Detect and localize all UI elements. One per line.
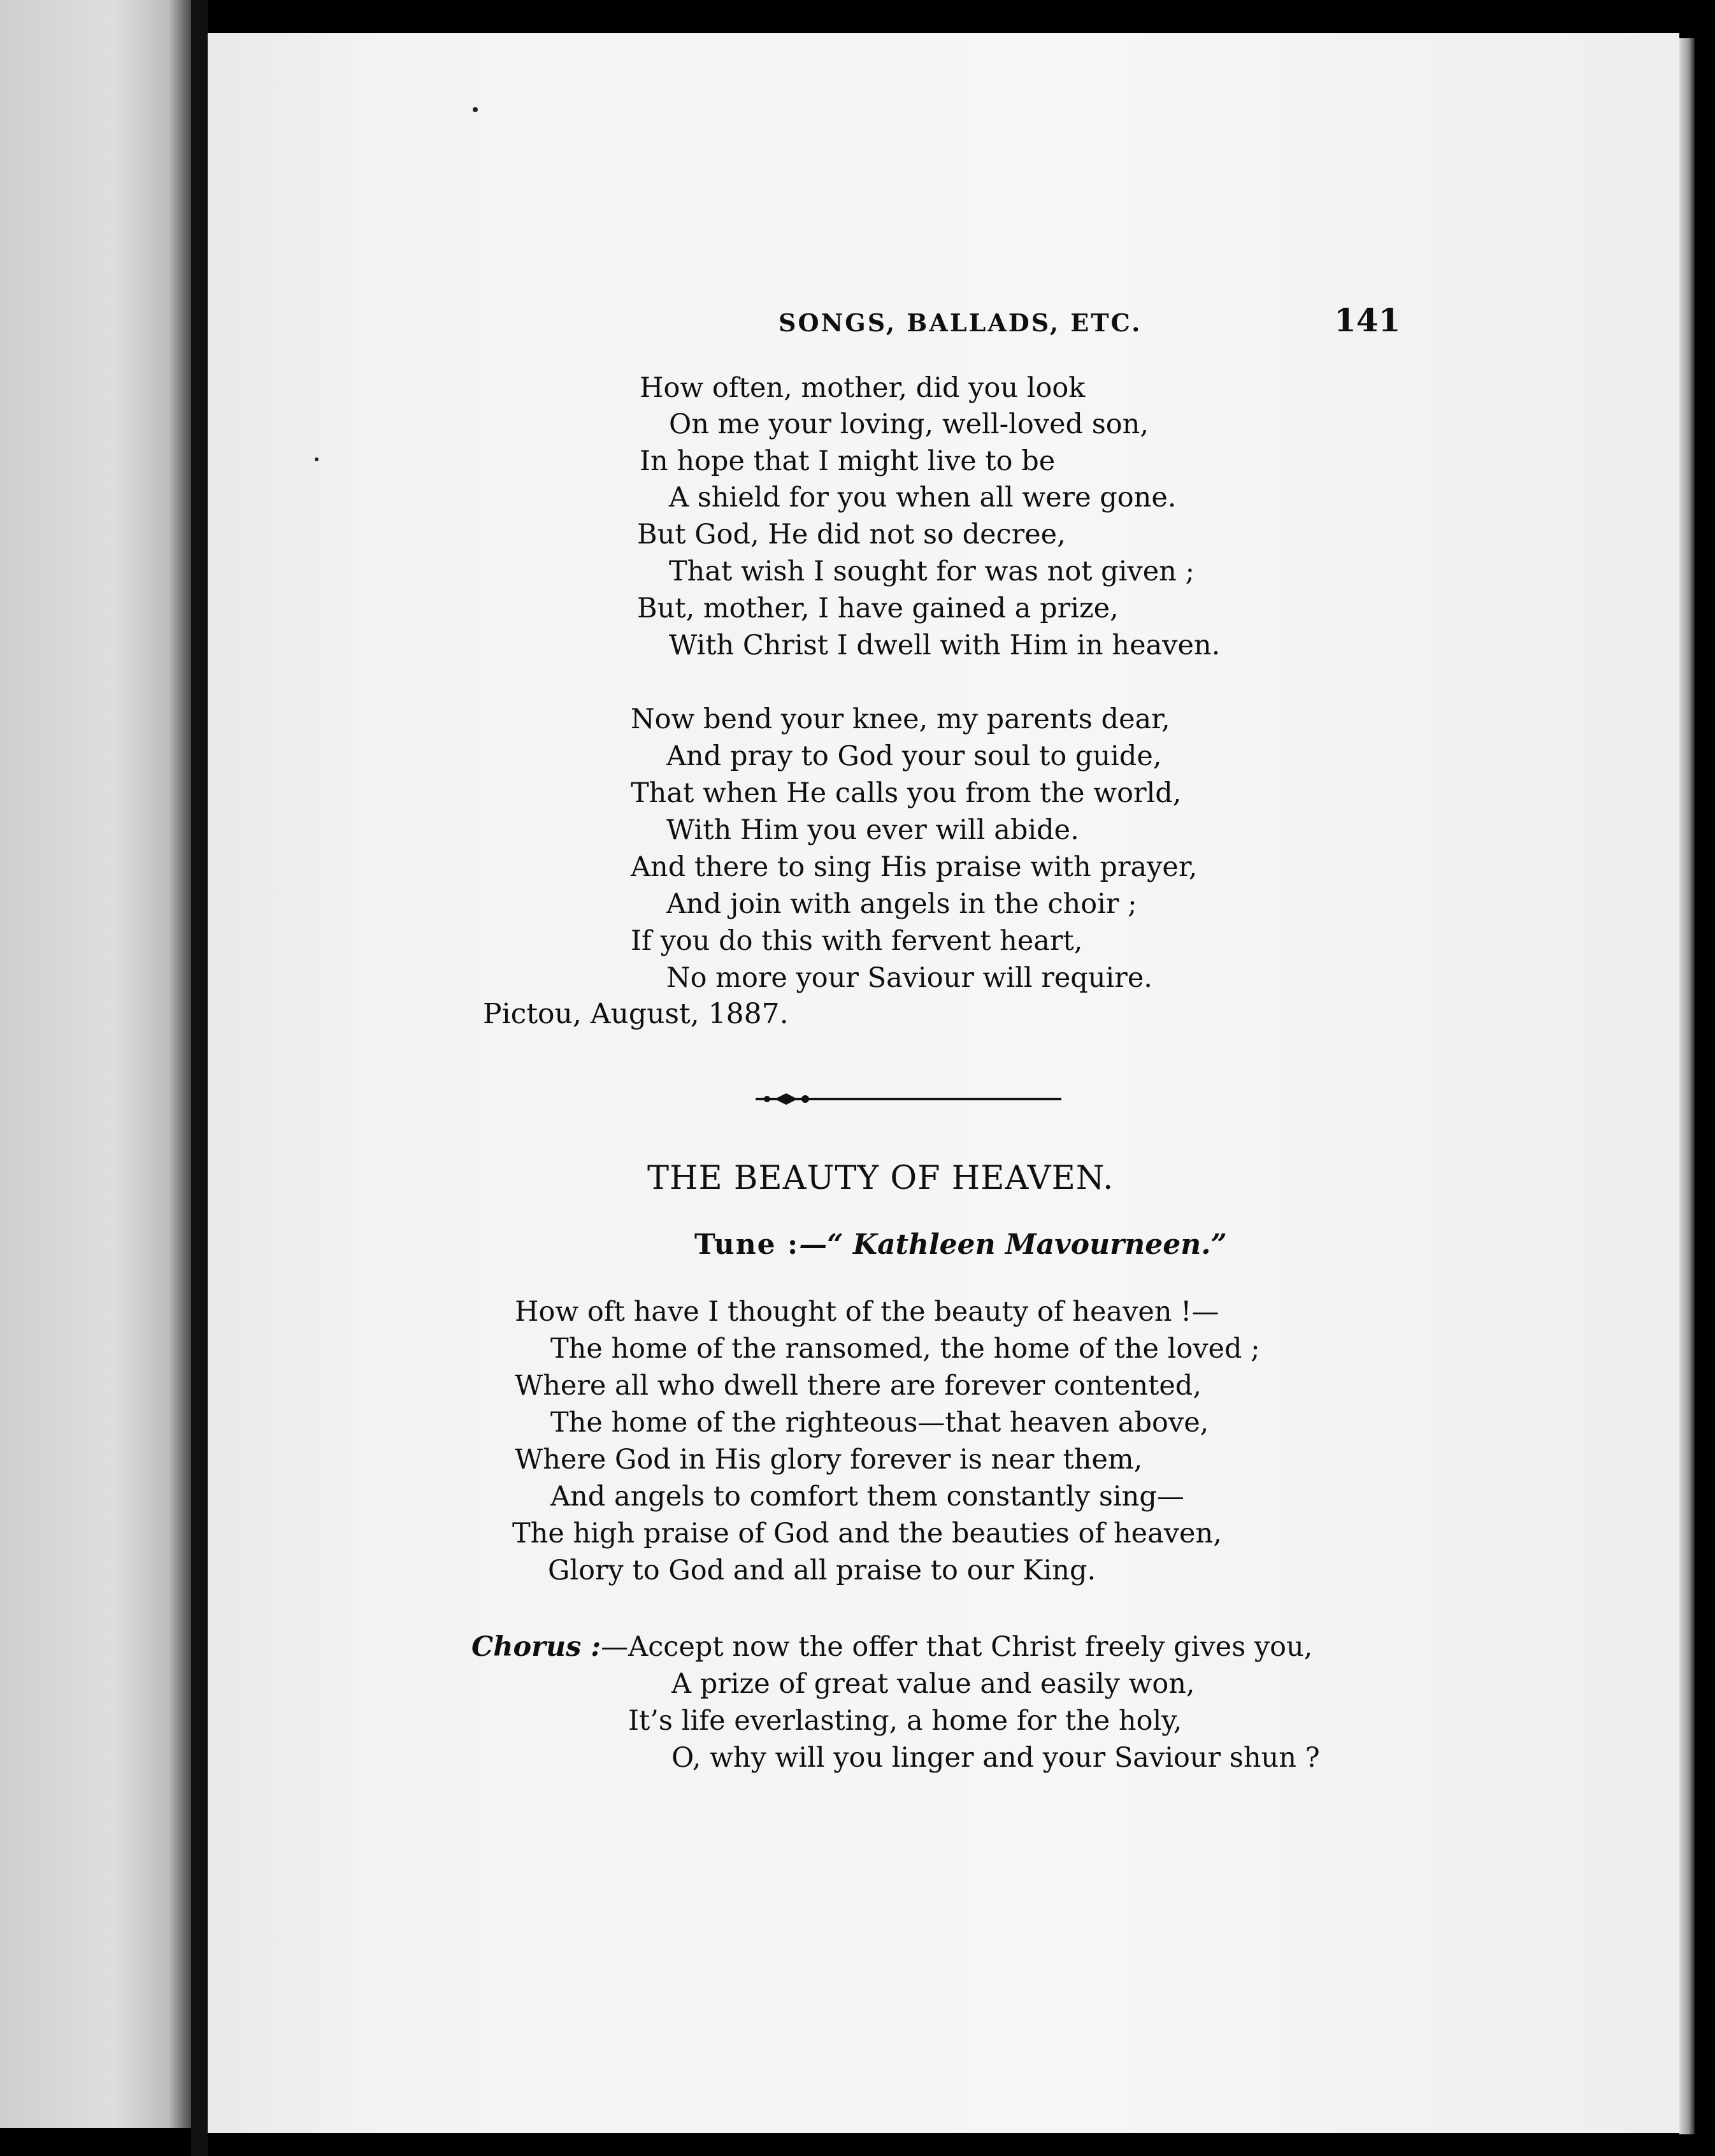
- verse-line: And pray to God your soul to guide,: [666, 740, 1162, 772]
- running-head: SONGS, BALLADS, ETC.: [779, 308, 1142, 337]
- place-and-date: Pictou, August, 1887.: [483, 998, 789, 1030]
- page-edge-shadow: [1679, 38, 1695, 2134]
- verse-line: A prize of great value and easily won,: [671, 1668, 1195, 1700]
- verse-line: And angels to comfort them constantly sing—: [550, 1481, 1184, 1513]
- tune-line: [694, 1228, 1227, 1261]
- verse-line: But God, He did not so decree,: [637, 519, 1066, 550]
- verse-line: Now bend your knee, my parents dear,: [631, 703, 1170, 735]
- print-speck: [315, 457, 319, 461]
- verse-line: That when He calls you from the world,: [631, 777, 1182, 809]
- verse-line: And join with angels in the choir ;: [666, 888, 1137, 920]
- verse-line: If you do this with fervent heart,: [631, 925, 1083, 957]
- tune-name: —“ Kathleen Mavourneen.”: [799, 1228, 1227, 1261]
- verse-line: How often, mother, did you look: [640, 372, 1086, 404]
- verse-line: And there to sing His praise with prayer,: [631, 851, 1198, 883]
- verse-line: A shield for you when all were gone.: [669, 482, 1177, 514]
- verse-line: —Accept now the offer that Christ freely gives you,: [601, 1631, 1313, 1663]
- page-number: 141: [1334, 301, 1401, 339]
- verse-line: Where all who dwell there are forever contented,: [515, 1370, 1202, 1402]
- verse-line: On me your loving, well-loved son,: [669, 408, 1149, 440]
- verse-line: That wish I sought for was not given ;: [669, 556, 1195, 587]
- verse-line: The home of the righteous—that heaven above,: [550, 1407, 1209, 1439]
- verse-line: Glory to God and all praise to our King.: [548, 1555, 1096, 1586]
- verse-line: In hope that I might live to be: [640, 445, 1056, 477]
- book-page: [208, 33, 1679, 2133]
- verse-line: No more your Saviour will require.: [666, 962, 1152, 994]
- verse-line: O, why will you linger and your Saviour shun ?: [671, 1742, 1320, 1774]
- verse-line: The home of the ransomed, the home of the loved ;: [550, 1333, 1260, 1365]
- section-divider-ornament: [756, 1089, 1061, 1109]
- verse-line: But, mother, I have gained a prize,: [637, 593, 1119, 624]
- book-gutter: [191, 0, 208, 2156]
- verse-line: Where God in His glory forever is near them,: [515, 1444, 1143, 1476]
- print-speck: [473, 107, 478, 112]
- tune-label: Tune :: [694, 1228, 800, 1261]
- verse-line: With Christ I dwell with Him in heaven.: [669, 629, 1221, 661]
- chorus-first-line: [471, 1631, 1313, 1663]
- chorus-label: Chorus :: [471, 1631, 601, 1663]
- poem-title: THE BEAUTY OF HEAVEN.: [647, 1160, 1114, 1197]
- verse-line: With Him you ever will abide.: [666, 814, 1079, 846]
- verse-line: It’s life everlasting, a home for the holy,: [628, 1705, 1182, 1737]
- verse-line: How oft have I thought of the beauty of heaven !—: [515, 1296, 1219, 1328]
- facing-page-edge: [0, 0, 191, 2128]
- verse-line: The high praise of God and the beauties of heaven,: [512, 1518, 1222, 1549]
